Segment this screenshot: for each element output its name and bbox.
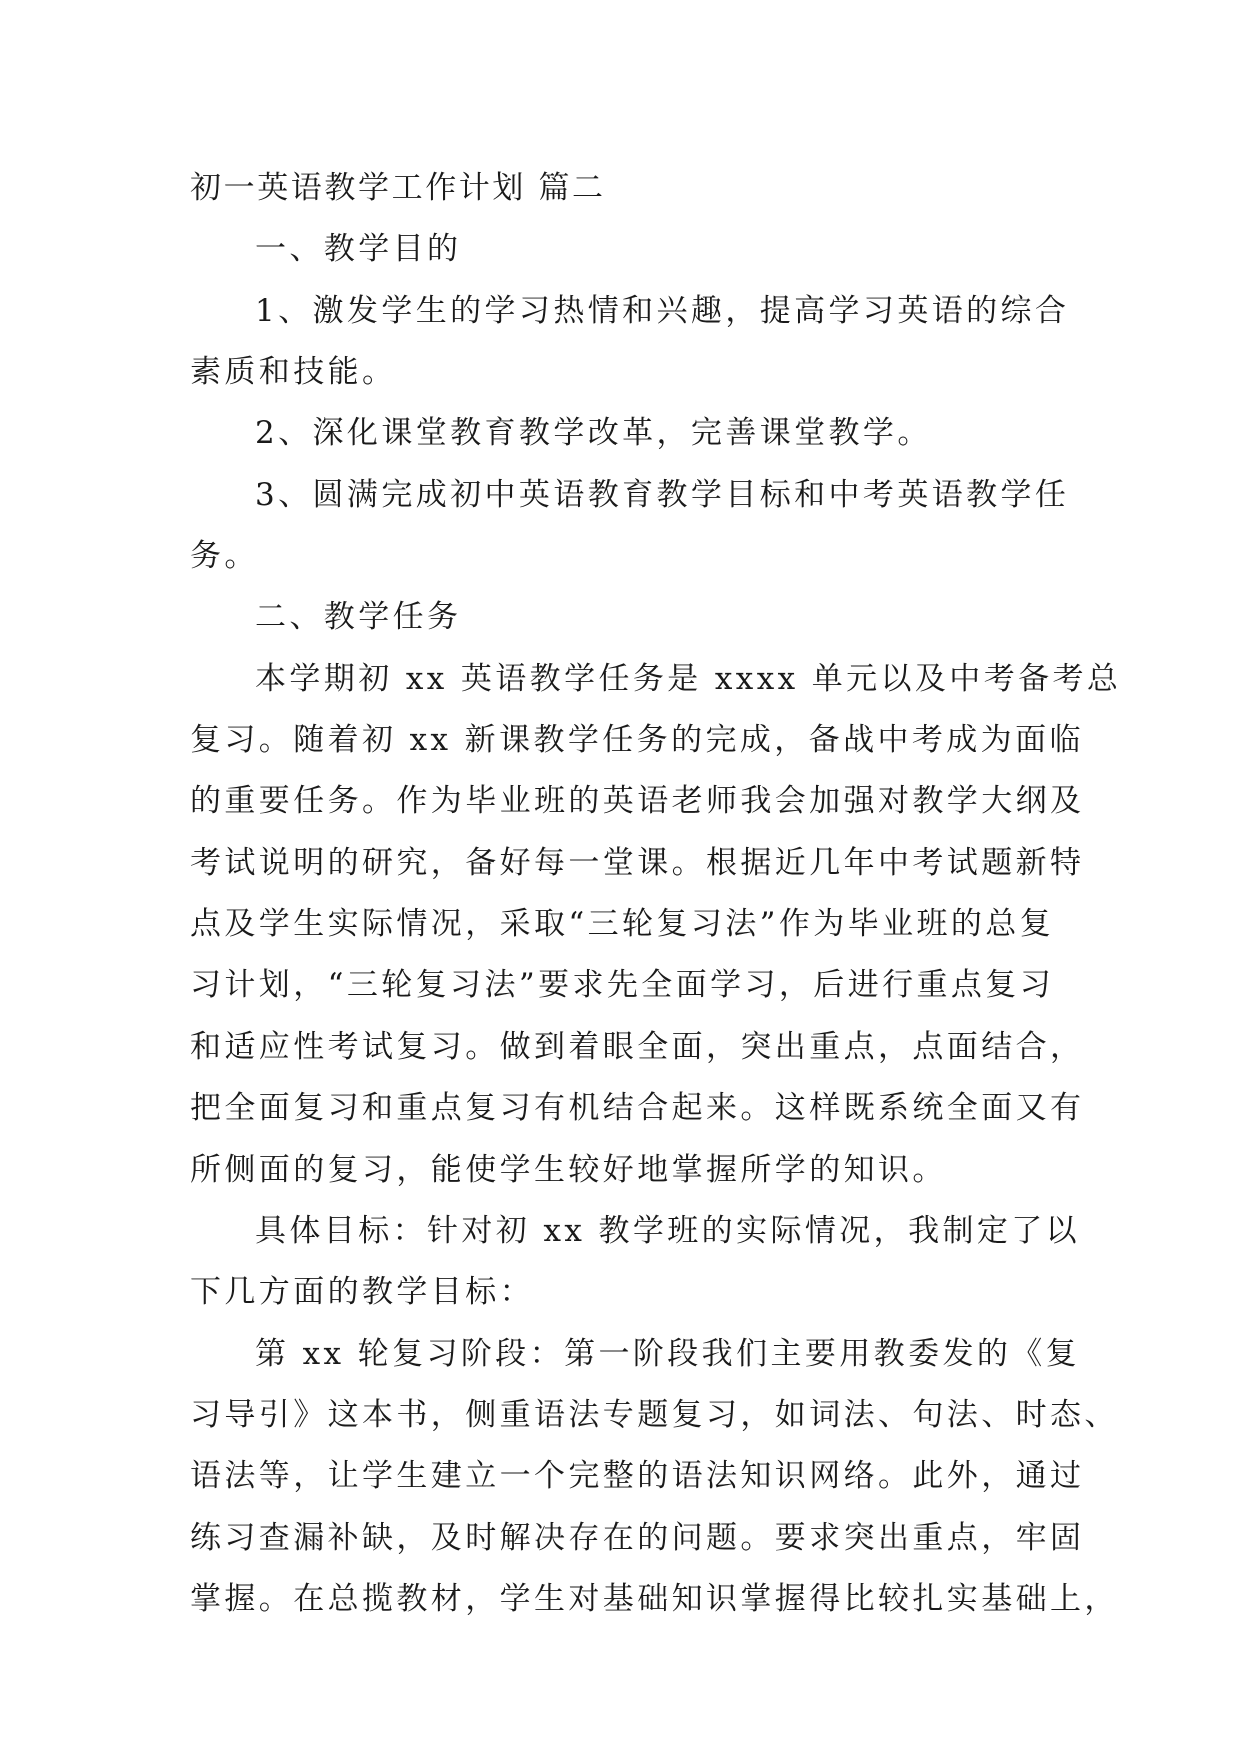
text-line: 下几方面的教学目标：	[190, 1274, 534, 1311]
text-line: 本学期初 xx 英语教学任务是 xxxx 单元以及中考备考总	[255, 660, 1122, 697]
text-line: 点及学生实际情况，采取“三轮复习法”作为毕业班的总复	[190, 906, 1055, 943]
text-line: 1、激发学生的学习热情和兴趣，提高学习英语的综合	[255, 292, 1070, 329]
section-heading-teaching-goals: 一、教学目的	[255, 231, 462, 268]
text-line: 和适应性考试复习。做到着眼全面，突出重点，点面结合，	[190, 1028, 1085, 1065]
text-line: 的重要任务。作为毕业班的英语老师我会加强对教学大纲及	[190, 783, 1085, 820]
text-line: 习计划，“三轮复习法”要求先全面学习，后进行重点复习	[190, 967, 1055, 1004]
text-line: 所侧面的复习，能使学生较好地掌握所学的知识。	[190, 1151, 947, 1188]
text-line: 2、深化课堂教育教学改革，完善课堂教学。	[255, 415, 932, 452]
text-line: 习导引》这本书，侧重语法专题复习，如词法、句法、时态、	[190, 1396, 1119, 1433]
text-line: 务。	[190, 538, 259, 575]
text-line: 把全面复习和重点复习有机结合起来。这样既系统全面又有	[190, 1090, 1085, 1127]
text-line: 练习查漏补缺，及时解决存在的问题。要求突出重点，牢固	[190, 1519, 1085, 1556]
text-line: 考试说明的研究，备好每一堂课。根据近几年中考试题新特	[190, 844, 1085, 881]
text-line: 掌握。在总揽教材，学生对基础知识掌握得比较扎实基础上，	[190, 1580, 1119, 1617]
document-body	[190, 158, 1122, 1630]
document-title: 初一英语教学工作计划 篇二	[190, 170, 606, 206]
text-line: 具体目标：针对初 xx 教学班的实际情况，我制定了以	[255, 1212, 1081, 1249]
text-line: 第 xx 轮复习阶段：第一阶段我们主要用教委发的《复	[255, 1335, 1081, 1372]
text-line: 3、圆满完成初中英语教育教学目标和中考英语教学任	[255, 476, 1070, 513]
text-line: 素质和技能。	[190, 354, 397, 391]
text-line: 复习。随着初 xx 新课教学任务的完成，备战中考成为面临	[190, 722, 1084, 759]
section-heading-teaching-tasks: 二、教学任务	[255, 599, 462, 636]
text-line: 语法等，让学生建立一个完整的语法知识网络。此外，通过	[190, 1458, 1085, 1495]
